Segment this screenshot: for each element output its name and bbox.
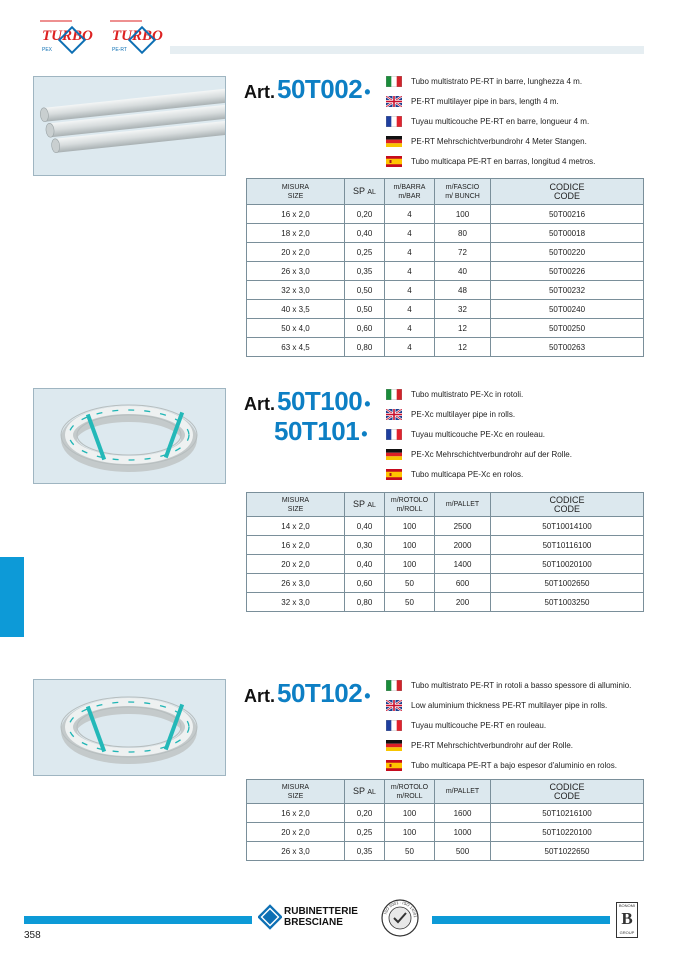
length-cell: 100 [385,536,435,555]
description-en: PE-RT multilayer pipe in bars, length 4 m. [411,96,559,106]
description-en: Low aluminium thickness PE-RT multilayer pipe in rolls. [411,700,608,710]
quantity-cell: 100 [435,205,491,224]
code-cell: 50T00232 [491,281,644,300]
italy-flag-icon [386,76,402,87]
table-header-row: MISURA SIZE SP AL m/BARRA m/BAR m/FASCIO m/ BUNCH CODICE CODE [247,179,644,205]
quantity-cell: 12 [435,319,491,338]
article-prefix: Art. [244,82,275,102]
table-row [247,517,644,536]
language-list-50t100 [386,384,572,484]
table-row [247,205,644,224]
al-thickness-cell: 0,35 [345,842,385,861]
article-code: 50T002 [277,74,363,104]
spec-table-50t102 [246,779,644,861]
table-row [247,555,644,574]
quantity-cell: 1000 [435,823,491,842]
logo-word: TURBO [42,28,93,44]
code-cell: 50T1002650 [491,574,644,593]
article-code: 50T102 [277,678,363,708]
language-list-50t102 [386,675,631,775]
iso-certification-seal [380,898,420,938]
table-header-row: MISURA SIZE SP AL m/ROTOLO m/ROLL m/PALLET CODICE CODE [247,493,644,517]
al-thickness-cell: 0,40 [345,555,385,574]
code-cell: 50T10014100 [491,517,644,536]
size-cell: 26 x 3,0 [247,262,345,281]
al-thickness-cell: 0,20 [345,205,385,224]
quantity-cell: 48 [435,281,491,300]
code-cell: 50T00018 [491,224,644,243]
al-thickness-cell: 0,30 [345,536,385,555]
article-prefix: Art. [244,686,275,706]
table-row [247,536,644,555]
bonomi-group-logo: BONOMI B GROUP [616,902,638,938]
length-cell: 100 [385,555,435,574]
al-thickness-cell: 0,80 [345,593,385,612]
quantity-cell: 200 [435,593,491,612]
france-flag-icon [386,116,402,127]
description-es: Tubo multicapa PE-RT en barras, longitud 4 metros. [411,156,596,166]
page-number: 358 [24,930,41,941]
size-cell: 32 x 3,0 [247,281,345,300]
italy-flag-icon [386,389,402,400]
description-de: PE-Xc Mehrschichtverbundrohr auf der Rolle. [411,449,572,459]
code-cell: 50T10116100 [491,536,644,555]
al-thickness-cell: 0,20 [345,804,385,823]
quantity-cell: 72 [435,243,491,262]
italy-flag-icon [386,680,402,691]
size-cell: 16 x 2,0 [247,804,345,823]
length-cell: 100 [385,823,435,842]
description-fr: Tuyau multicouche PE-RT en barre, longueur 4 m. [411,116,590,126]
code-cell: 50T1003250 [491,593,644,612]
al-thickness-cell: 0,35 [345,262,385,281]
description-fr: Tuyau multicouche PE-RT en rouleau. [411,720,547,730]
table-row [247,842,644,861]
table-row [247,281,644,300]
code-cell: 50T00226 [491,262,644,281]
code-cell: 50T00263 [491,338,644,357]
al-thickness-cell: 0,50 [345,281,385,300]
quantity-cell: 1600 [435,804,491,823]
al-thickness-cell: 0,50 [345,300,385,319]
rubinetterie-bresciane-logo-icon [258,902,282,932]
table-row [247,823,644,842]
al-thickness-cell: 0,40 [345,224,385,243]
article-title-50t101: 50T101 • [274,416,368,446]
description-es: Tubo multicapa PE-Xc en rolos. [411,469,524,479]
size-cell: 20 x 2,0 [247,243,345,262]
germany-flag-icon [386,449,402,460]
size-cell: 63 x 4,5 [247,338,345,357]
description-fr: Tuyau multicouche PE-Xc en rouleau. [411,429,545,439]
uk-flag-icon [386,700,402,711]
spain-flag-icon [386,760,402,771]
size-cell: 18 x 2,0 [247,224,345,243]
length-cell: 4 [385,262,435,281]
article-code: 50T100 [277,386,363,416]
germany-flag-icon [386,740,402,751]
description-es: Tubo multicapa PE-RT a bajo espesor d'aluminio en rolos. [411,760,617,770]
product-image-coil [33,388,226,484]
length-cell: 4 [385,243,435,262]
turbo-pert-logo [108,18,166,58]
code-cell: 50T1022650 [491,842,644,861]
table-row [247,804,644,823]
article-prefix: Art. [244,394,275,414]
quantity-cell: 80 [435,224,491,243]
header-bar [170,46,644,54]
length-cell: 50 [385,842,435,861]
size-cell: 20 x 2,0 [247,555,345,574]
logo-word: TURBO [112,28,163,44]
code-cell: 50T00216 [491,205,644,224]
size-cell: 16 x 2,0 [247,536,345,555]
spec-table-50t002 [246,178,644,357]
al-thickness-cell: 0,60 [345,574,385,593]
description-en: PE-Xc multilayer pipe in rolls. [411,409,516,419]
product-image-bars [33,76,226,176]
seal-text: ISO 9001 · ISO 14001 [382,899,419,918]
language-list-50t002 [386,71,595,171]
al-thickness-cell: 0,40 [345,517,385,536]
germany-flag-icon [386,136,402,147]
table-row [247,574,644,593]
table-row [247,262,644,281]
article-title-50t100: Art. 50T100 • [244,386,371,416]
quantity-cell: 1400 [435,555,491,574]
product-image-coil-low-al [33,679,226,776]
table-row [247,300,644,319]
quantity-cell: 32 [435,300,491,319]
table-row [247,243,644,262]
size-cell: 32 x 3,0 [247,593,345,612]
description-de: PE-RT Mehrschichtverbundrohr 4 Meter Stangen. [411,136,587,146]
logo-sub: PE-RT [112,47,127,53]
spain-flag-icon [386,156,402,167]
al-thickness-cell: 0,80 [345,338,385,357]
uk-flag-icon [386,96,402,107]
article-title-50t002: Art. 50T002 • [244,74,371,104]
code-cell: 50T10020100 [491,555,644,574]
article-title-50t102: Art. 50T102 • [244,678,371,708]
spain-flag-icon [386,469,402,480]
table-row [247,338,644,357]
article-code: 50T101 [274,416,360,446]
al-thickness-cell: 0,25 [345,823,385,842]
quantity-cell: 2000 [435,536,491,555]
table-row [247,319,644,338]
size-cell: 26 x 3,0 [247,842,345,861]
description-de: PE-RT Mehrschichtverbundrohr auf der Rolle. [411,740,573,750]
code-cell: 50T10216100 [491,804,644,823]
quantity-cell: 500 [435,842,491,861]
side-section-tab[interactable] [0,557,24,637]
quantity-cell: 12 [435,338,491,357]
footer-bar-left [24,916,252,924]
table-header-row: MISURA SIZE SP AL m/ROTOLO m/ROLL m/PALLET CODICE CODE [247,780,644,804]
length-cell: 4 [385,319,435,338]
size-cell: 40 x 3,5 [247,300,345,319]
quantity-cell: 40 [435,262,491,281]
length-cell: 4 [385,300,435,319]
length-cell: 4 [385,224,435,243]
length-cell: 50 [385,593,435,612]
brand-name: RUBINETTERIE BRESCIANE [284,906,358,928]
code-cell: 50T00240 [491,300,644,319]
size-cell: 20 x 2,0 [247,823,345,842]
length-cell: 4 [385,338,435,357]
size-cell: 14 x 2,0 [247,517,345,536]
turbo-pex-logo [38,18,96,58]
al-thickness-cell: 0,60 [345,319,385,338]
code-cell: 50T00250 [491,319,644,338]
al-thickness-cell: 0,25 [345,243,385,262]
logo-sub: PEX [42,47,53,53]
size-cell: 50 x 4,0 [247,319,345,338]
france-flag-icon [386,720,402,731]
footer-bar-right [432,916,610,924]
description-it: Tubo multistrato PE-RT in rotoli a basso spessore di alluminio. [411,680,632,690]
length-cell: 100 [385,517,435,536]
code-cell: 50T00220 [491,243,644,262]
size-cell: 16 x 2,0 [247,205,345,224]
length-cell: 100 [385,804,435,823]
quantity-cell: 600 [435,574,491,593]
code-cell: 50T10220100 [491,823,644,842]
description-it: Tubo multistrato PE-RT in barre, lunghezza 4 m. [411,76,583,86]
france-flag-icon [386,429,402,440]
uk-flag-icon [386,409,402,420]
size-cell: 26 x 3,0 [247,574,345,593]
spec-table-50t100 [246,492,644,612]
quantity-cell: 2500 [435,517,491,536]
description-it: Tubo multistrato PE-Xc in rotoli. [411,389,524,399]
length-cell: 50 [385,574,435,593]
length-cell: 4 [385,205,435,224]
length-cell: 4 [385,281,435,300]
table-row [247,224,644,243]
table-row [247,593,644,612]
